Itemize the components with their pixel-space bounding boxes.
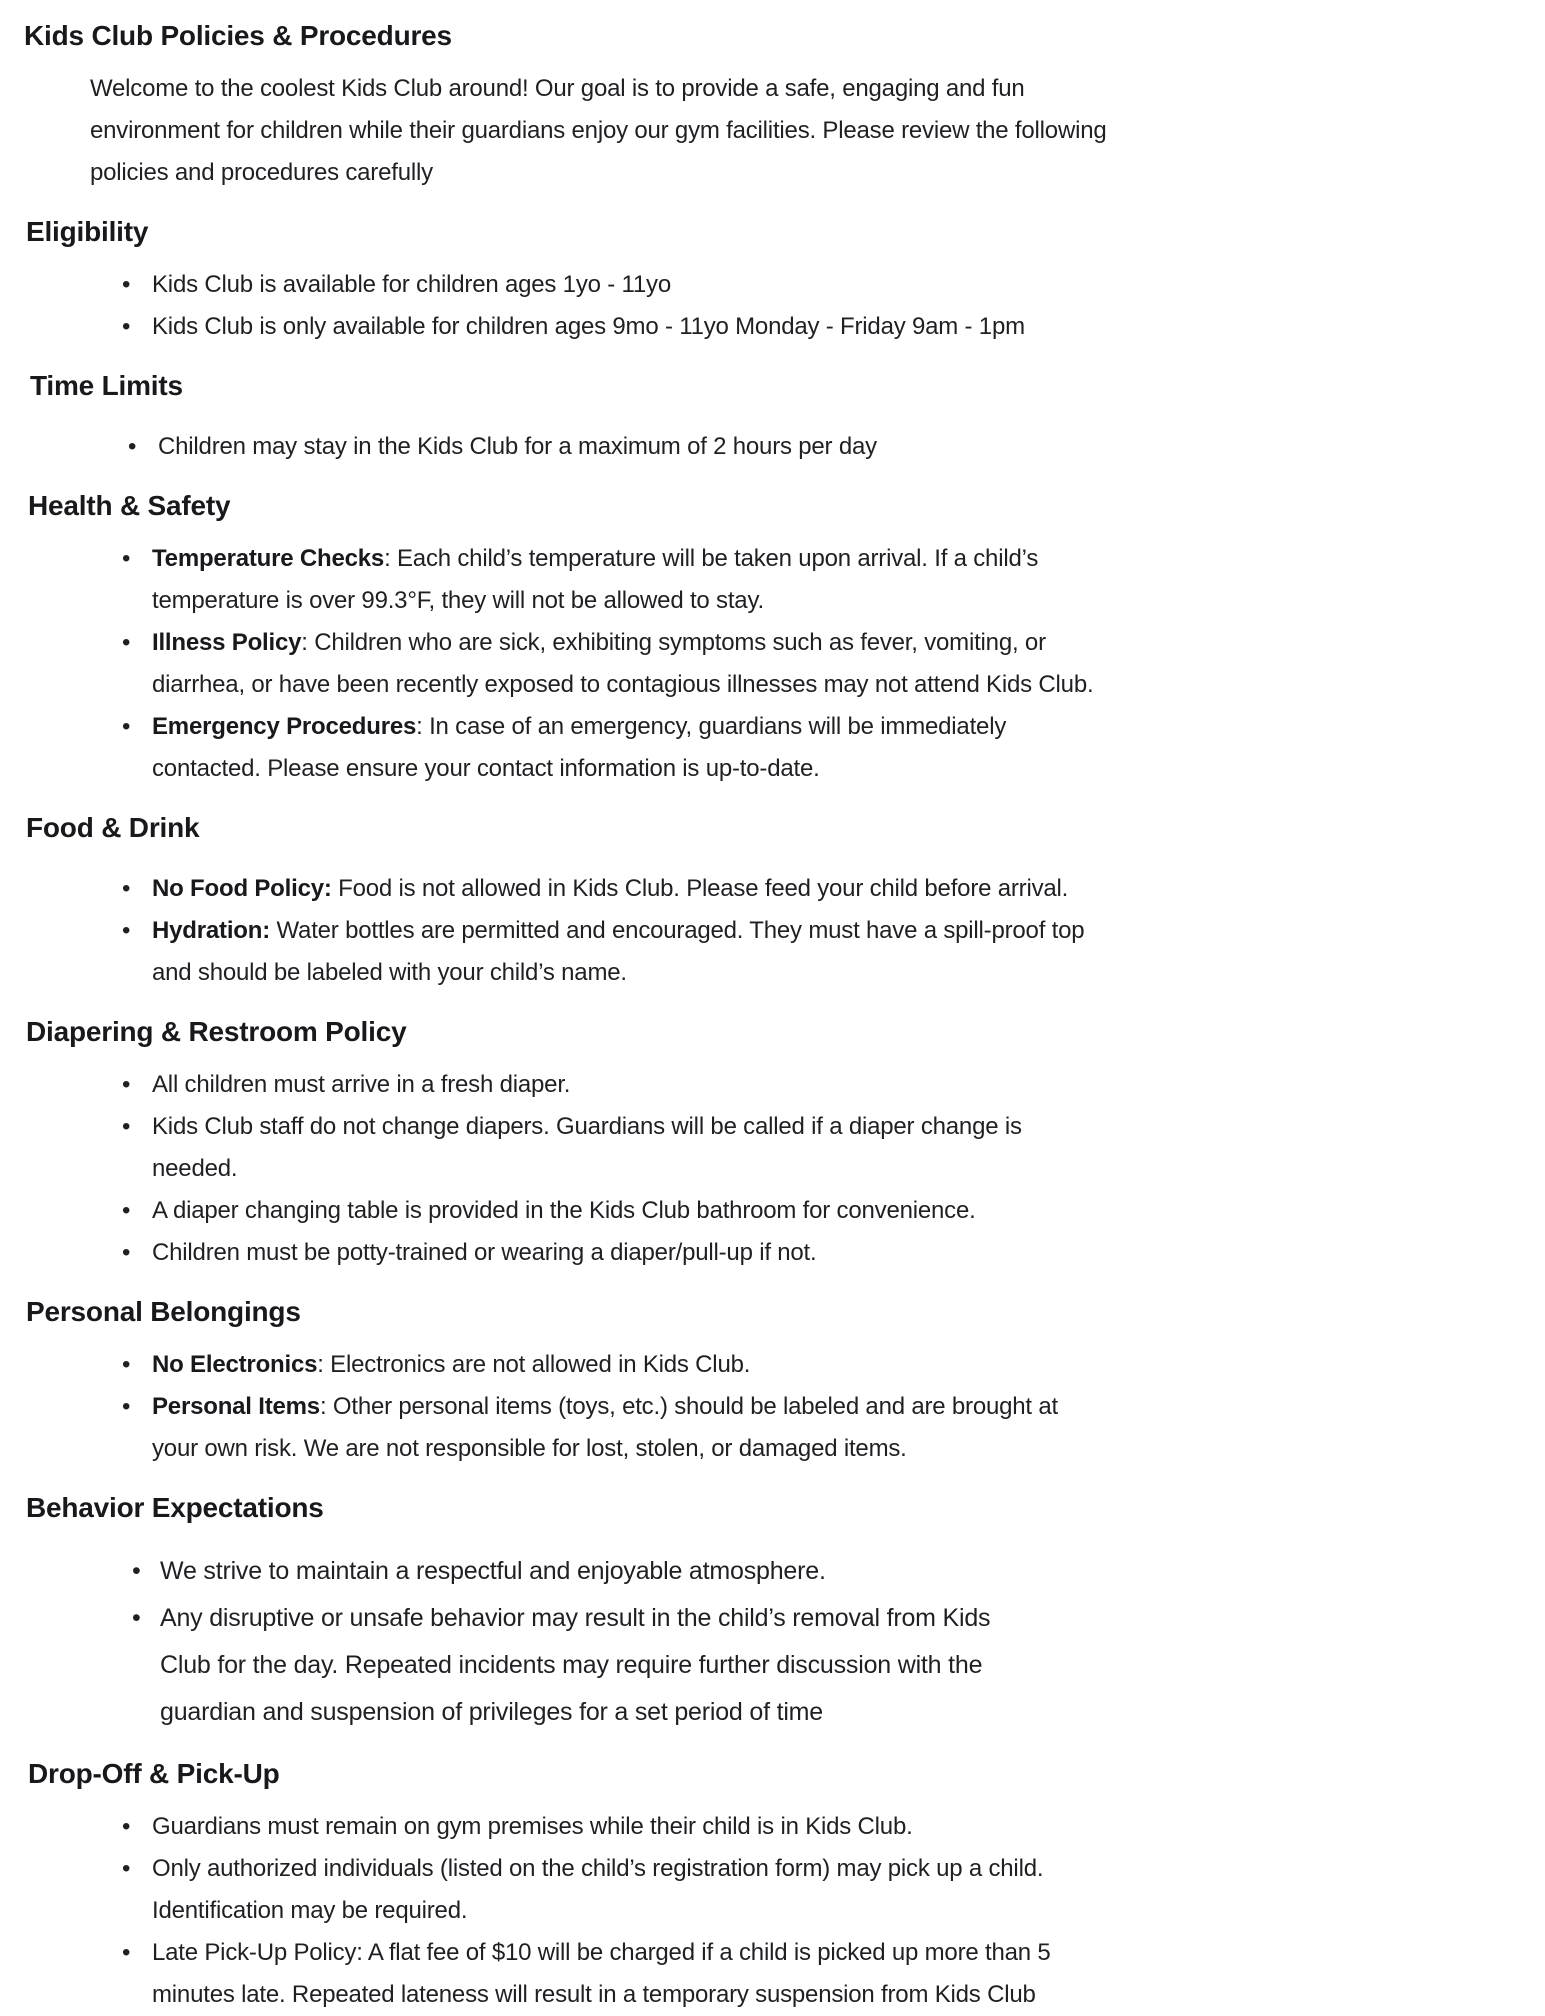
intro-paragraph: Welcome to the coolest Kids Club around! Our goal is to provide a safe, engaging and fun environment for children while their guardians enjoy our gym facilities. Please review the following policies and procedures carefully: [90, 75, 1107, 186]
list-item: • No Electronics: Electronics are not allowed in Kids Club.: [22, 1344, 1505, 1386]
section-heading: Drop-Off & Pick-Up: [28, 1758, 280, 1789]
list-item: • Late Pick-Up Policy: A flat fee of $10 will be charged if a child is picked up more than 5 minutes late. Repeated lateness will result in a temporary suspension from Kids Club: [22, 1932, 1505, 2016]
list-item: • Hydration: Water bottles are permitted and encouraged. They must have a spill-proof top and should be labeled with your child’s name.: [22, 910, 1505, 994]
section-heading: Health & Safety: [28, 490, 231, 521]
item-lead-bold: Personal Items: [152, 1393, 320, 1420]
policy-section: [22, 214, 1505, 348]
policy-section: [22, 1014, 1505, 1274]
section-heading: Personal Belongings: [26, 1296, 301, 1327]
page-title: Kids Club Policies & Procedures: [24, 20, 452, 51]
section-heading: Time Limits: [30, 370, 183, 401]
list-item: • Only authorized individuals (listed on the child’s registration form) may pick up a child. Identification may be required.: [22, 1848, 1505, 1932]
section-heading: Eligibility: [26, 216, 149, 247]
list-item: • Kids Club is available for children ages 1yo - 11yo: [22, 264, 1505, 306]
item-lead-bold: Emergency Procedures: [152, 713, 417, 740]
bullet-list: [22, 426, 1505, 468]
policy-section: [22, 488, 1505, 790]
list-item: • Children may stay in the Kids Club for a maximum of 2 hours per day: [22, 426, 1505, 468]
item-lead-bold: No Food Policy:: [152, 875, 332, 902]
list-item: • All children must arrive in a fresh diaper.: [22, 1064, 1505, 1106]
section-heading: Behavior Expectations: [26, 1492, 324, 1523]
bullet-list: [22, 1548, 1505, 1736]
list-item: • Guardians must remain on gym premises while their child is in Kids Club.: [22, 1806, 1505, 1848]
list-item: • Any disruptive or unsafe behavior may result in the child’s removal from Kids Club for the day. Repeated incidents may require further discussion with the guardian and suspension of privileges for a set period of time: [22, 1595, 1505, 1736]
policy-section: [22, 1490, 1505, 1736]
policy-section: [22, 1756, 1505, 2016]
policy-section: [22, 368, 1505, 468]
section-heading: Food & Drink: [26, 812, 200, 843]
list-item: • A diaper changing table is provided in the Kids Club bathroom for convenience.: [22, 1190, 1505, 1232]
item-lead-bold: No Electronics: [152, 1351, 318, 1378]
list-item: • Illness Policy: Children who are sick, exhibiting symptoms such as fever, vomiting, or diarrhea, or have been recently exposed to contagious illnesses may not attend Kids Club.: [22, 622, 1505, 706]
list-item: • Temperature Checks: Each child’s temperature will be taken upon arrival. If a child’s temperature is over 99.3°F, they will not be allowed to stay.: [22, 538, 1505, 622]
bullet-list: [22, 1806, 1505, 2016]
bullet-list: [22, 1344, 1505, 1470]
list-item: • Children must be potty-trained or wearing a diaper/pull-up if not.: [22, 1232, 1505, 1274]
list-item: • No Food Policy: Food is not allowed in Kids Club. Please feed your child before arrival.: [22, 868, 1505, 910]
bullet-list: [22, 538, 1505, 790]
list-item: • Kids Club staff do not change diapers. Guardians will be called if a diaper change is needed.: [22, 1106, 1505, 1190]
list-item: • Emergency Procedures: In case of an emergency, guardians will be immediately contacted. Please ensure your contact information is up-to-date.: [22, 706, 1505, 790]
bullet-list: [22, 264, 1505, 348]
policy-section: [22, 1294, 1505, 1470]
item-lead-bold: Hydration:: [152, 917, 271, 944]
sections: [22, 214, 1505, 2016]
item-lead-bold: Illness Policy: [152, 629, 302, 656]
item-lead-bold: Temperature Checks: [152, 545, 385, 572]
section-heading: Diapering & Restroom Policy: [26, 1016, 407, 1047]
list-item: • Personal Items: Other personal items (toys, etc.) should be labeled and are brought at your own risk. We are not responsible for lost, stolen, or damaged items.: [22, 1386, 1505, 1470]
bullet-list: [22, 1064, 1505, 1274]
bullet-list: [22, 868, 1505, 994]
list-item: • We strive to maintain a respectful and enjoyable atmosphere.: [22, 1548, 1505, 1595]
list-item: • Kids Club is only available for children ages 9mo - 11yo Monday - Friday 9am - 1pm: [22, 306, 1505, 348]
policy-section: [22, 810, 1505, 994]
